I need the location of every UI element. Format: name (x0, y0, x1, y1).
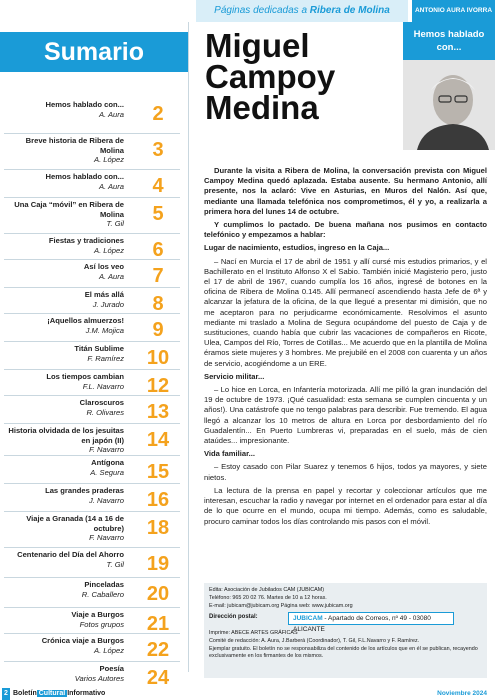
article-headline (205, 27, 395, 126)
toc-separator (4, 547, 180, 548)
toc-item[interactable] (0, 200, 188, 230)
toc-item-title: Hemos hablado con... (45, 100, 124, 109)
toc-separator (4, 511, 180, 512)
toc-item-page: 24 (146, 667, 170, 689)
toc-item-label (0, 236, 124, 255)
dedication-prefix: Páginas dedicadas a (214, 5, 310, 16)
toc-item-title: Viaje a Burgos (71, 610, 124, 619)
toc-separator (4, 233, 180, 234)
toc-item[interactable] (0, 172, 188, 202)
portrait-photo (403, 60, 495, 150)
toc-item-page: 21 (146, 613, 170, 635)
toc-item[interactable] (0, 458, 188, 488)
dedication-place: Ribera de Molina (309, 5, 390, 16)
toc-item-page: 14 (146, 429, 170, 451)
toc-item-author: J.M. Mojica (85, 325, 124, 335)
toc-separator (4, 169, 180, 170)
summary-title: Sumario (0, 32, 188, 72)
answer-paragraph: – Lo hice en Lorca, en Infantería motorizada. Allí me pilló la gran inundación del 19 de octubre de 1973. ¡Qué casualidad: esta semana se cumplen cincuenta y un años!). Una catástrofe que no tengo palabras para describir. Fue tremendo. El agua llegó a alcanzar los 10 metros de altura en Lorca por desbordamiento del río Guadalentín... En Puerto Lumbreras vi, preparadas en el suelo, más de cien ataúdes... impresionante. (204, 385, 487, 446)
toc-item-page: 15 (146, 461, 170, 483)
toc-item-author: F.L. Navarro (82, 381, 124, 391)
toc-item[interactable] (0, 514, 188, 544)
bulletin-name (13, 688, 105, 700)
toc-item[interactable] (0, 398, 188, 428)
toc-item-author: F. Navarro (89, 533, 124, 542)
toc-item-author: Fotos grupos (79, 619, 124, 629)
toc-item-title: Antígona (91, 458, 124, 467)
credits-edita: Edita: Asociación de Jubilados CAM (JUBICAM) (209, 587, 325, 593)
credits-phone: Teléfono: 965 20 02 76. Martes de 10 a 12 horas. (209, 595, 327, 601)
lead-paragraph-2: Y cumplimos lo pactado. De buena mañana nos pusimos en contacto telefónico y empezamos a hablar: (204, 220, 487, 240)
toc-item[interactable] (0, 580, 188, 610)
toc-item-page: 5 (152, 203, 164, 225)
article-body (204, 166, 487, 530)
address-brand: JUBICAM (293, 615, 323, 622)
credits-printer: Imprime: ABECE ARTES GRÁFICAS (209, 630, 298, 636)
toc-item-page: 4 (152, 175, 164, 197)
toc-item-author: A. Aura (98, 109, 124, 119)
toc-item-author: T. Gil (106, 559, 124, 569)
toc-item[interactable] (0, 262, 188, 292)
toc-item-title: Hemos hablado con... (45, 172, 124, 181)
toc-item-page: 3 (152, 139, 164, 161)
credits-committee: Comité de redacción: A. Aura, J.Barberá (Coordinador), T. Gil, F.L.Navarro y F. Ramírez. (209, 638, 420, 644)
toc-item-author: R. Olivares (86, 407, 124, 417)
brand-word: Informativo (67, 690, 106, 697)
top-bar (196, 0, 495, 22)
toc-item-label (0, 514, 124, 543)
lead-paragraph: Durante la visita a Ribera de Molina, la conversación prevista con Miguel Campoy Medina quedó aplazada. Estaba ausente. Su hermano Antonio, allí presente, nos la aclaró: Vive en Asturias, en Muros del Nalón. Así que, mediante una llamada telefónica nos comprometimos, él y yo, a realizarla a primera hora del lunes 14 de octubre. (204, 166, 487, 216)
credits-email: E-mail: jubicam@jubicam.org Página web: www.jubicam.org (209, 603, 353, 609)
toc-item-title: Breve historia de Ribera de Molina (25, 136, 124, 155)
toc-separator (4, 313, 180, 314)
toc-separator (4, 577, 180, 578)
toc-item-label (0, 636, 124, 655)
headline-line: Campoy (205, 58, 336, 95)
address-text: - Apartado de Correos, nº 49 - 03080 ALICANTE (293, 615, 431, 633)
toc-item-title: Titán Sublime (74, 344, 124, 353)
toc-item-author: Varios Autores (74, 673, 124, 683)
toc-item-title: Fiestas y tradiciones (48, 236, 124, 245)
toc-separator (4, 287, 180, 288)
credits-box (204, 583, 487, 678)
toc-item-page: 10 (146, 347, 170, 369)
toc-item-label (0, 426, 124, 455)
toc-item-title: Una Caja “móvil” en Ribera de Molina (14, 200, 124, 219)
toc-item-title: Las grandes praderas (45, 486, 124, 495)
toc-item-label (0, 344, 124, 363)
question: Lugar de nacimiento, estudios, ingreso en la Caja... (204, 243, 390, 253)
toc-item[interactable] (0, 316, 188, 346)
toc-item-label (0, 316, 124, 335)
toc-item-label (0, 372, 124, 391)
toc-item-label (0, 100, 124, 119)
toc-separator (4, 633, 180, 634)
toc-item-title: El más allá (84, 290, 124, 299)
toc-item-page: 2 (152, 103, 164, 125)
toc-item-label (0, 664, 124, 683)
dedication-banner (196, 0, 408, 22)
toc-item-page: 9 (152, 319, 164, 341)
toc-item-page: 18 (146, 517, 170, 539)
headline-line: Miguel (205, 27, 310, 64)
question: Vida familiar... (204, 449, 255, 459)
toc-separator (4, 607, 180, 608)
toc-item-page: 12 (146, 375, 170, 397)
toc-item-page: 13 (146, 401, 170, 423)
toc-item-title: Crónica viaje a Burgos (41, 636, 124, 645)
toc-item-label (0, 172, 124, 191)
toc-item-page: 7 (152, 265, 164, 287)
toc-item-page: 22 (146, 639, 170, 661)
toc-item-page: 6 (152, 239, 164, 261)
toc-separator (4, 197, 180, 198)
toc-item-author: T. Gil (106, 219, 124, 228)
section-box: Hemos hablado con... (403, 22, 495, 60)
brand-word: Cultural (38, 690, 66, 697)
toc-item-author: F. Navarro (89, 445, 124, 454)
toc-item-title: Centenario del Día del Ahorro (17, 550, 124, 559)
toc-item-author: F. Ramírez (87, 353, 124, 363)
toc-item-label (0, 580, 124, 599)
toc-item[interactable] (0, 426, 188, 456)
toc-item-title: Poesía (99, 664, 124, 673)
toc-item-page: 16 (146, 489, 170, 511)
question: Servicio militar... (204, 371, 265, 381)
headline-line: Medina (205, 89, 319, 126)
toc-item-label (0, 262, 124, 281)
toc-separator (4, 133, 180, 134)
sidebar-summary (0, 0, 188, 700)
toc-item-page: 20 (146, 583, 170, 605)
toc-separator (4, 341, 180, 342)
toc-item[interactable] (0, 550, 188, 580)
toc-item[interactable] (0, 344, 188, 374)
footer-brand (0, 688, 240, 700)
toc-item[interactable] (0, 486, 188, 516)
toc-item-author: J. Jurado (92, 299, 124, 309)
toc-item-page: 19 (146, 553, 170, 575)
page-number: 2 (2, 688, 10, 700)
toc-item-label (0, 136, 124, 165)
toc-item-label (0, 290, 124, 309)
toc-item-label (0, 486, 124, 505)
toc-item-page: 8 (152, 293, 164, 315)
answer-paragraph: La lectura de la prensa en papel y recortar y coleccionar artículos que me interesan, escuchar la radio y navegar por internet en el ordenador para estar al día de lo que ocurre en el mundo, ocupa mi tiempo. Además, como es saludable, procuro caminar todos los días controlando mis pasos con el móvil. (204, 485, 487, 526)
toc-item-label (0, 458, 124, 477)
issue-date: Noviembre 2024 (437, 690, 487, 697)
toc-separator (4, 395, 180, 396)
toc-item-title: Viaje a Granada (14 a 16 de octubre) (26, 514, 124, 533)
toc-item-title: Claroscuros (79, 398, 124, 407)
toc-item-label (0, 200, 124, 229)
toc-item-author: J. Navarro (88, 495, 124, 505)
toc-item-author: A. López (94, 645, 124, 655)
toc-item[interactable] (0, 136, 188, 166)
credits-disclaimer: Ejemplar gratuito. El boletín no se responsabiliza del contenido de los artículos que en él se publican, recayendo exclusivamente en los firmantes de los mismos. (209, 646, 478, 659)
toc-item-title: ¡Aquellos almuerzos! (47, 316, 124, 325)
toc-separator (4, 483, 180, 484)
toc-item-author: A. López (94, 155, 124, 164)
toc-item-label (0, 610, 124, 629)
toc-item-author: A. López (94, 245, 124, 255)
answer-paragraph: – Estoy casado con Pilar Suarez y tenemos 6 hijos, todos ya mayores, y siete nietos. (204, 462, 487, 482)
answer-paragraph: – Nací en Murcia el 17 de abril de 1951 y allí cursé mis estudios primarios, y el Bachillerato en el Instituto Alfonso X el Sabio. También inicié Magisterio pero, justo el 17 de abril de 1967, cuando cumplía los 16 años, ingresé de botones en la oficina de Ribera de Molina 0.145. Allí permanecí ascendiendo hasta Jefe de 6ª y alcanzar la jefatura de la oficina, de la que llegué a presentar mi dimisión, que no me aceptaron para no perjudicarme económicamente. Resolvimos el asunto mediante mi traslado a Molina de Segura ocupándome del puesto de Caja y de sustituciones, cuando había que cubrir las vacaciones de compañeros en Ricote, Ulea, Campos del Río, Torres de Cotillas... Me acuerdo que en la plantilla de Molina éramos siete mujeres y 3 hombres. Me prejubilé en el 2008 con cuarenta y un años de servicio, acogiéndome a un ERE. (204, 256, 487, 368)
address-box (288, 612, 454, 633)
toc-item-label (0, 550, 124, 569)
toc-item-label (0, 398, 124, 417)
toc-item[interactable] (0, 636, 188, 666)
toc-item-author: A. Segura (90, 467, 124, 477)
toc-item-title: Los tiempos cambian (46, 372, 124, 381)
toc-separator (4, 423, 180, 424)
portrait-image (403, 60, 495, 150)
toc-item-title: Historia olvidada de los jesuitas en japón (II) (8, 426, 124, 445)
toc-separator (4, 661, 180, 662)
toc-separator (4, 259, 180, 260)
toc-item-author: A. Aura (98, 271, 124, 281)
toc-item-author: A. Aura (98, 181, 124, 191)
credits-address-label: Dirección postal: (209, 614, 258, 620)
author-tag: ANTONIO AURA IVORRA (412, 0, 495, 22)
toc-item[interactable] (0, 100, 188, 130)
toc-item-title: Así los veo (83, 262, 124, 271)
brand-word: Boletín (13, 690, 37, 697)
toc-item-author: R. Caballero (81, 589, 124, 599)
toc-separator (4, 369, 180, 370)
toc-separator (4, 455, 180, 456)
toc-item-title: Pinceladas (84, 580, 124, 589)
column-divider (188, 22, 189, 672)
